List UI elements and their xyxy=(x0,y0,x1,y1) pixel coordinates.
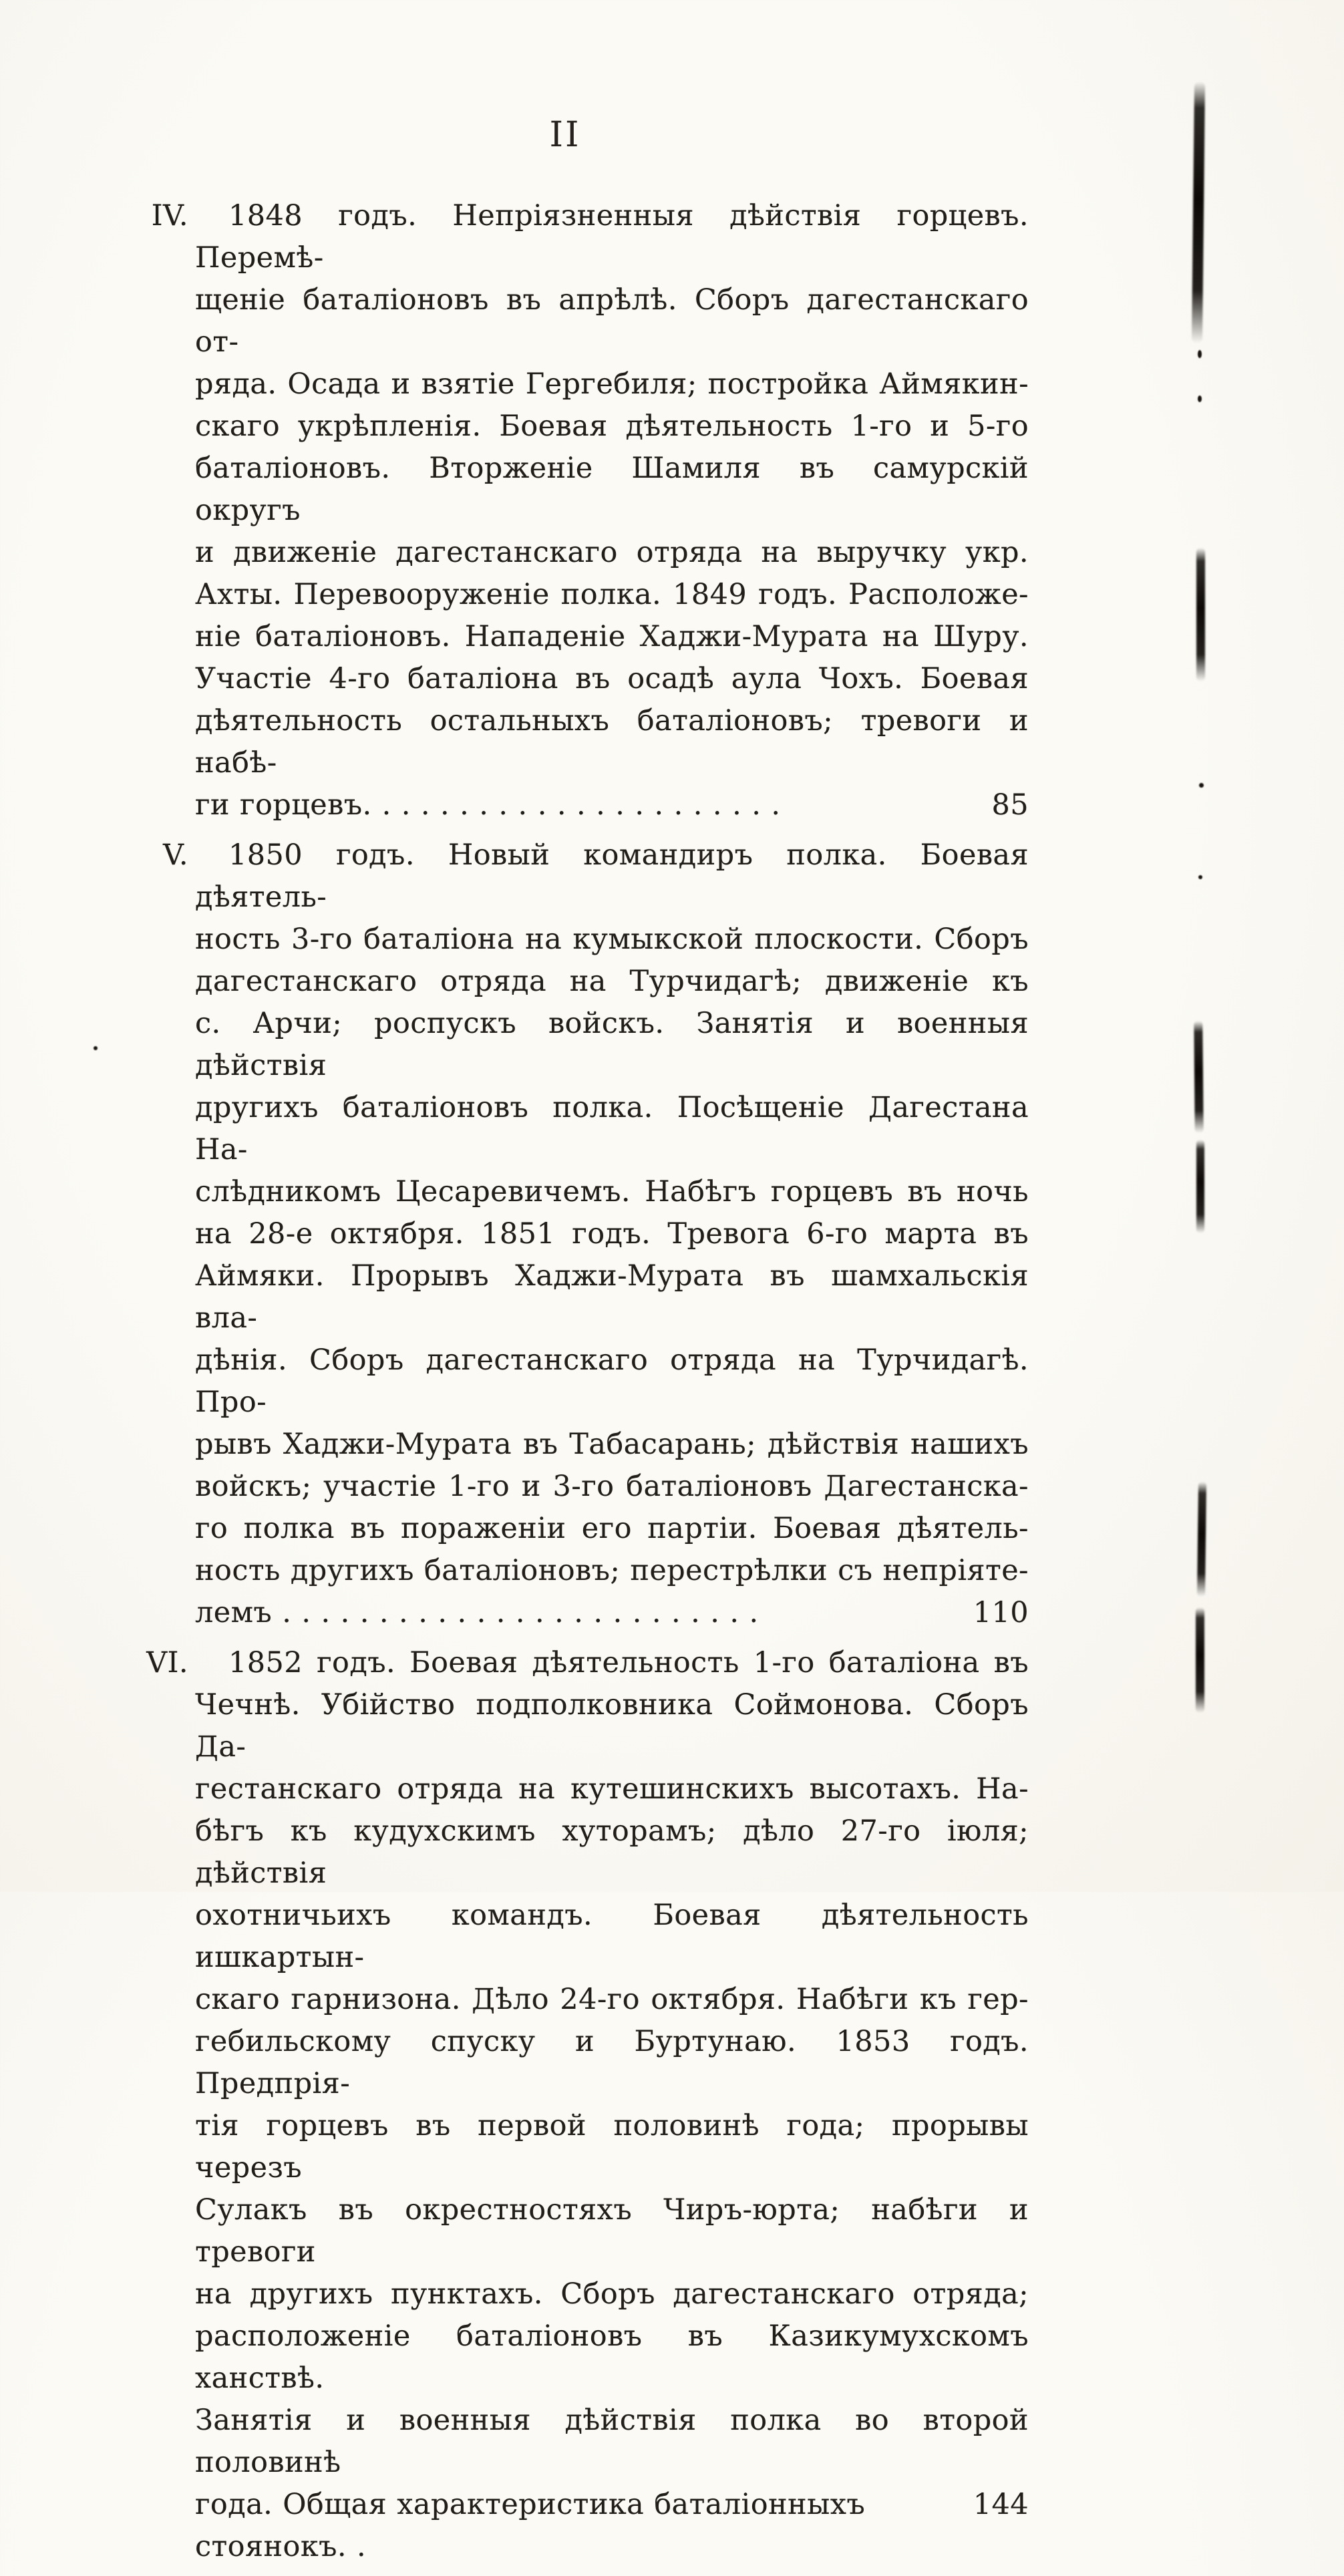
ink-streak-artifact xyxy=(1196,548,1205,681)
toc-entry xyxy=(146,1642,1029,2568)
toc-line: скаго гарнизона. Дѣло 24-го октября. Набѣги къ гер- xyxy=(195,1983,1029,2016)
toc-line-text: года. Общая характеристика баталіонныхъ стоянокъ. . xyxy=(195,2488,876,2563)
toc-line xyxy=(195,1592,1029,1634)
toc-entry xyxy=(162,834,1029,1634)
toc-page-number: 144 xyxy=(973,2488,1029,2521)
toc-line: на 28-е октября. 1851 годъ. Тревога 6-го марта въ xyxy=(195,1217,1029,1251)
ink-streak-artifact xyxy=(1194,1021,1203,1133)
ink-streak-artifact xyxy=(1192,82,1205,343)
toc-line xyxy=(195,784,1029,826)
toc-line: Аймяки. Прорывъ Хаджи-Мурата въ шамхальскія вла- xyxy=(195,1259,1029,1335)
toc-line: ность другихъ баталіоновъ; перестрѣлки съ непріяте- xyxy=(195,1554,1029,1587)
toc-line: расположеніе баталіоновъ въ Казикумухскомъ ханствѣ. xyxy=(195,2319,1029,2395)
toc-line: на другихъ пунктахъ. Сборъ дагестанскаго отряда; xyxy=(195,2277,1029,2311)
toc-line: 1852 годъ. Боевая дѣятельность 1-го баталіона въ xyxy=(228,1646,1029,1679)
toc-entry-numeral: V. xyxy=(162,838,188,872)
toc-page-number: 85 xyxy=(991,788,1029,822)
toc-line: дѣнія. Сборъ дагестанскаго отряда на Турчидагѣ. Про- xyxy=(195,1343,1029,1419)
toc-line: Сулакъ въ окрестностяхъ Чиръ-юрта; набѣги и тревоги xyxy=(195,2193,1029,2269)
page-folio: II xyxy=(549,115,581,155)
ink-speck-artifact xyxy=(1198,875,1202,879)
toc-line: дѣятельность остальныхъ баталіоновъ; тревоги и набѣ- xyxy=(195,704,1029,780)
toc-line: 1848 годъ. Непріязненныя дѣйствія горцевъ. Перемѣ- xyxy=(195,199,1029,275)
toc-line: войскъ; участіе 1-го и 3-го баталіоновъ Дагестанска- xyxy=(195,1470,1029,1503)
toc-line: 1850 годъ. Новый командиръ полка. Боевая дѣятель- xyxy=(195,838,1029,914)
table-of-contents xyxy=(146,195,1029,2576)
toc-line: дагестанскаго отряда на Турчидагѣ; движеніе къ xyxy=(195,965,1029,998)
toc-line-text: ги горцевъ. . . . . . . . . . . . . . . . . . . . . . xyxy=(195,788,781,822)
toc-line: Ахты. Перевооруженіе полка. 1849 годъ. Расположе- xyxy=(195,578,1029,611)
toc-line: щеніе баталіоновъ въ апрѣлѣ. Сборъ дагестанскаго от- xyxy=(195,283,1029,359)
toc-page-number: 110 xyxy=(973,1596,1029,1629)
toc-line: гебильскому спуску и Буртунаю. 1853 годъ. Предпрія- xyxy=(195,2025,1029,2100)
toc-line: и движеніе дагестанскаго отряда на выручку укр. xyxy=(195,536,1029,569)
toc-line: Участіе 4-го баталіона въ осадѣ аула Чохъ. Боевая xyxy=(195,662,1029,695)
toc-line: ряда. Осада и взятіе Гергебиля; постройка Аймякин- xyxy=(195,367,1029,401)
toc-entry-numeral: IV. xyxy=(151,199,188,232)
toc-line: скаго укрѣпленія. Боевая дѣятельность 1-го и 5-го xyxy=(195,410,1029,443)
toc-line: гестанскаго отряда на кутешинскихъ высотахъ. На- xyxy=(195,1772,1029,1806)
ink-streak-artifact xyxy=(1196,1140,1204,1233)
toc-line: слѣдникомъ Цесаревичемъ. Набѣгъ горцевъ въ ночь xyxy=(195,1175,1029,1209)
toc-line: Чечнѣ. Убійство подполковника Соймонова. Сборъ Да- xyxy=(195,1688,1029,1764)
toc-line: баталіоновъ. Вторженіе Шамиля въ самурскій округъ xyxy=(195,452,1029,527)
ink-streak-artifact xyxy=(1196,1607,1204,1713)
toc-line: ность 3-го баталіона на кумыкской плоскости. Сборъ xyxy=(195,923,1029,956)
ink-speck-artifact xyxy=(1198,350,1202,358)
toc-entry-numeral: VI. xyxy=(146,1646,188,1679)
toc-line: с. Арчи; роспускъ войскъ. Занятія и военныя дѣйствія xyxy=(195,1007,1029,1082)
toc-line: другихъ баталіоновъ полка. Посѣщеніе Дагестана На- xyxy=(195,1091,1029,1166)
toc-line-text: лемъ . . . . . . . . . . . . . . . . . . . . . . . . . xyxy=(195,1596,759,1629)
toc-line: го полка въ пораженіи его партіи. Боевая дѣятель- xyxy=(195,1512,1029,1545)
ink-speck-artifact xyxy=(94,1046,98,1050)
ink-streak-artifact xyxy=(1197,1482,1206,1597)
toc-line: рывъ Хаджи-Мурата въ Табасарань; дѣйствія нашихъ xyxy=(195,1428,1029,1461)
ink-speck-artifact xyxy=(1198,395,1202,402)
toc-line: Занятія и военныя дѣйствія полка во второй половинѣ xyxy=(195,2404,1029,2479)
toc-line: бѣгъ къ кудухскимъ хуторамъ; дѣло 27-го іюля; дѣйствія xyxy=(195,1814,1029,1890)
ink-speck-artifact xyxy=(1199,783,1204,788)
toc-line: охотничьихъ командъ. Боевая дѣятельность ишкартын- xyxy=(195,1899,1029,1974)
toc-line xyxy=(195,2484,1029,2568)
toc-line: ніе баталіоновъ. Нападеніе Хаджи-Мурата на Шуру. xyxy=(195,620,1029,653)
toc-line: тія горцевъ въ первой половинѣ года; прорывы черезъ xyxy=(195,2109,1029,2185)
toc-entry xyxy=(151,195,1029,826)
